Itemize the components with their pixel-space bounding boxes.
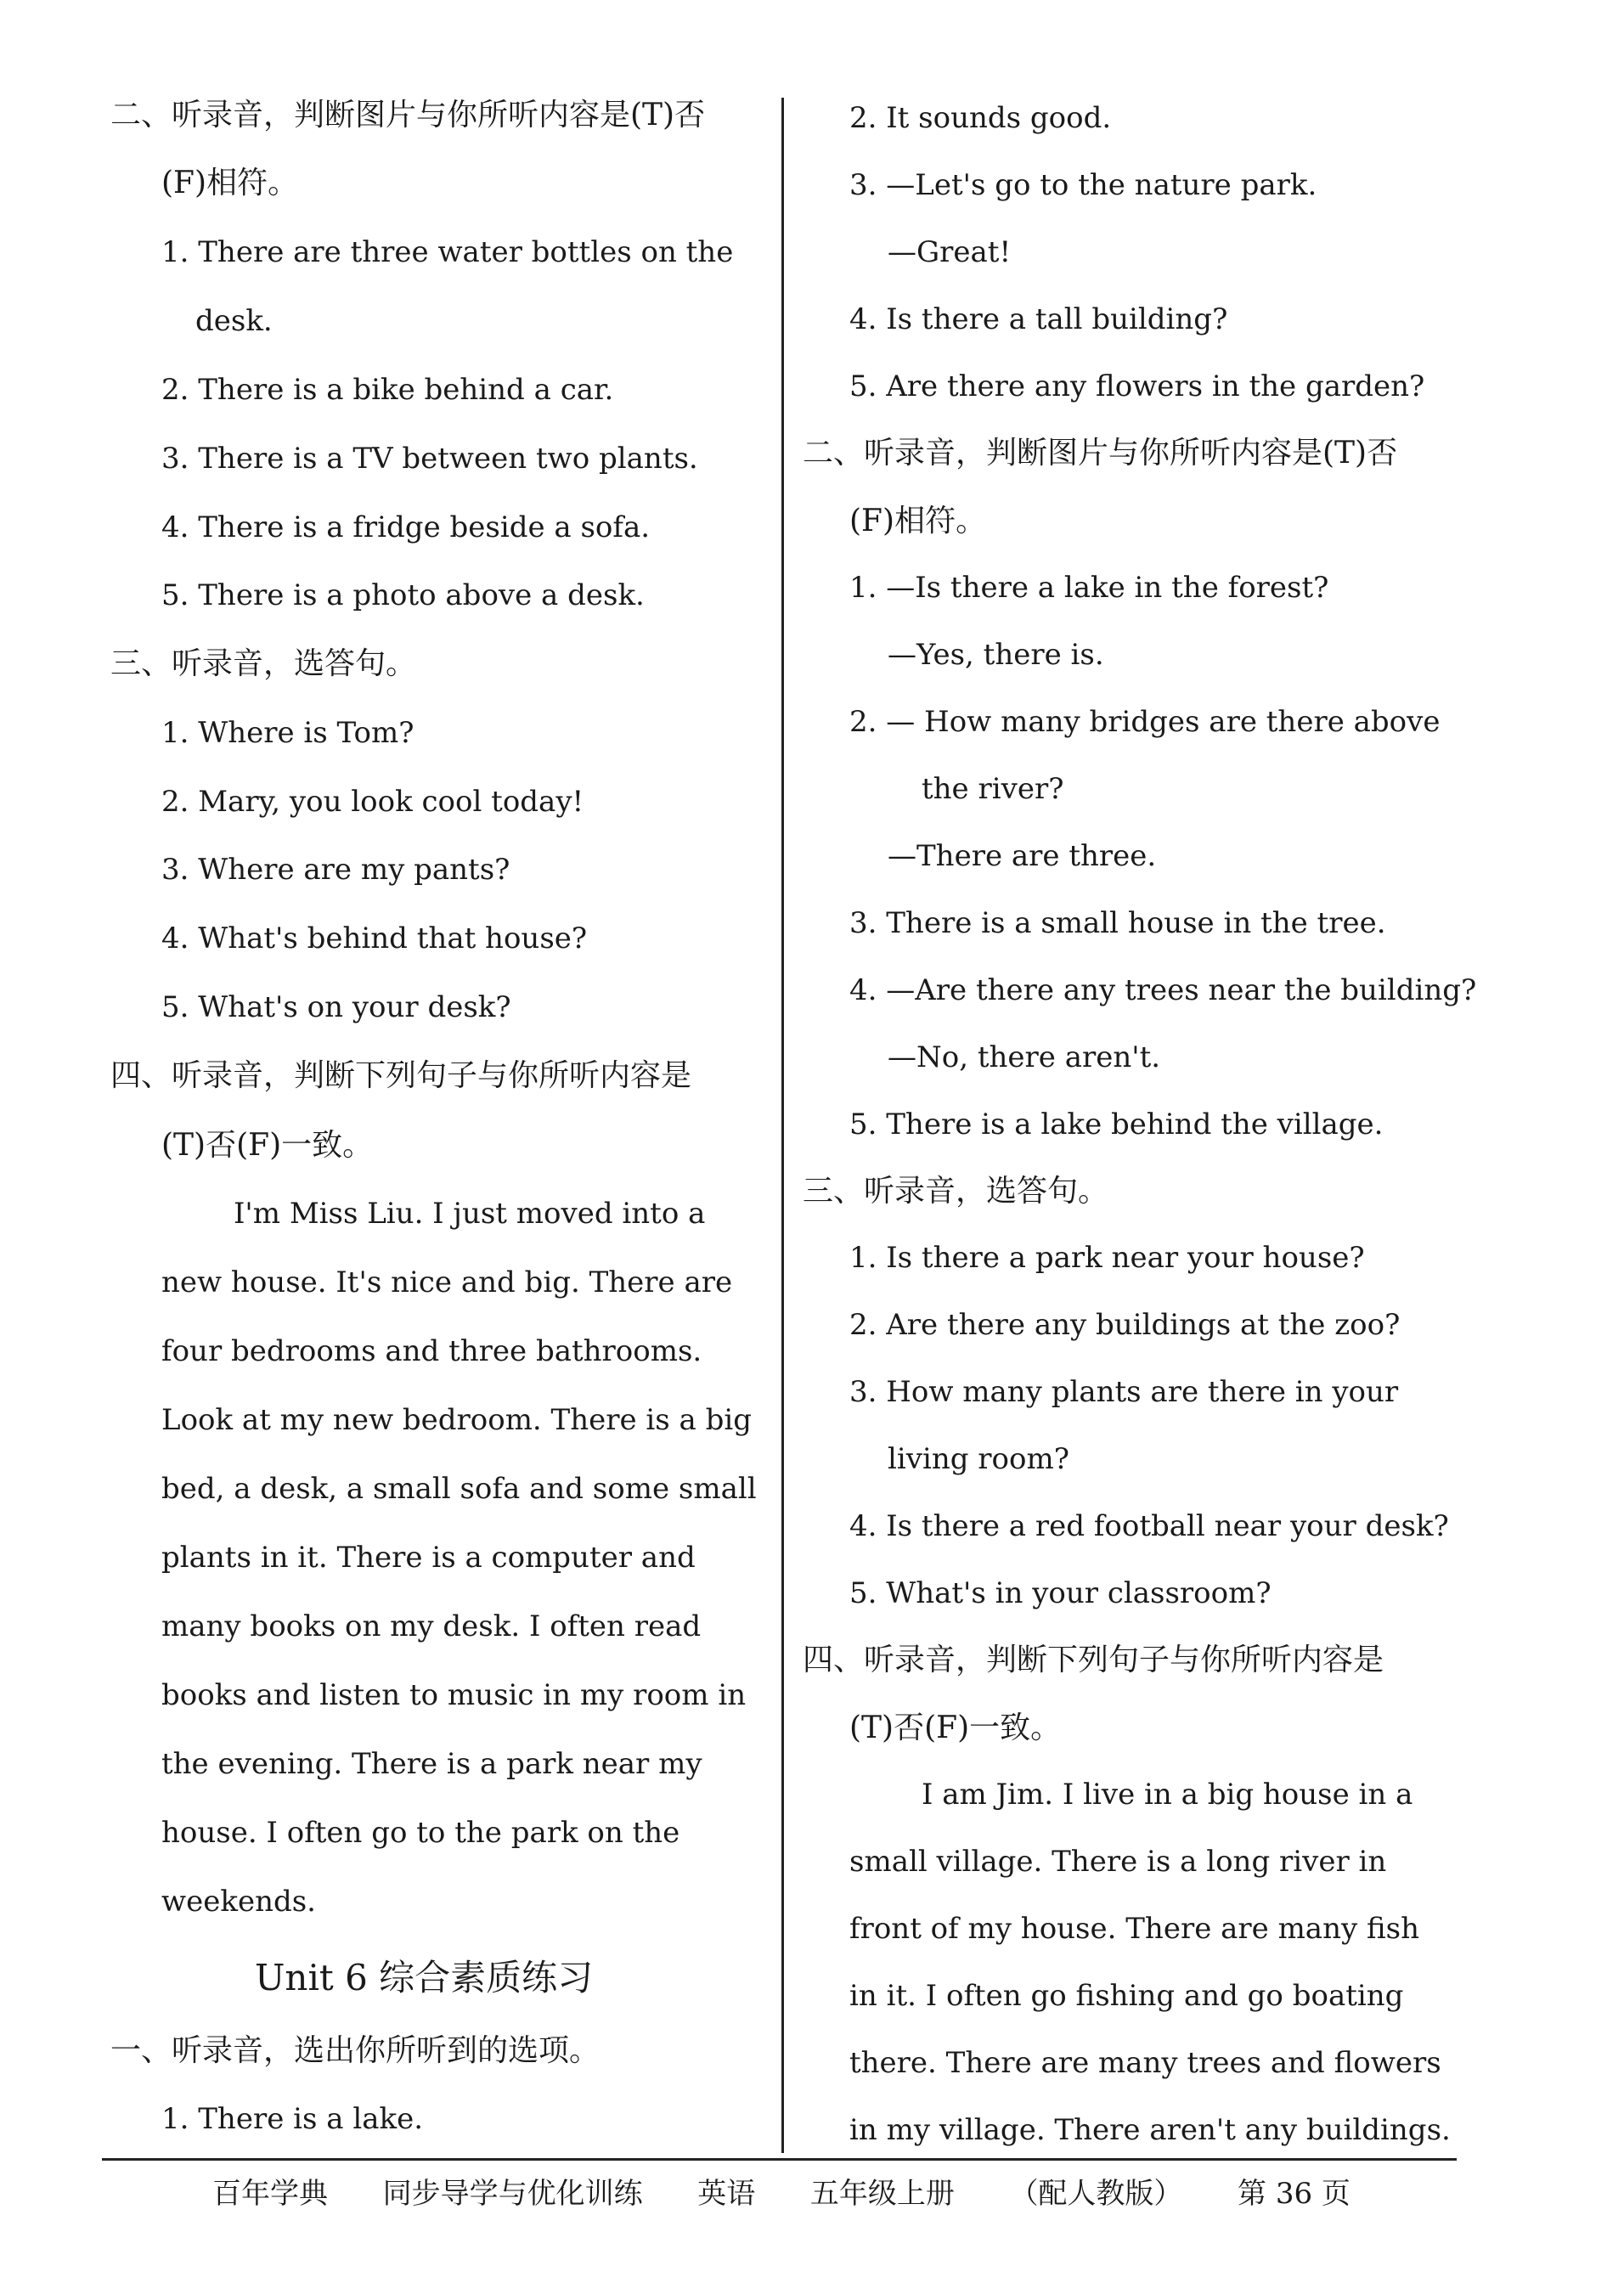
passage-line: in my village. There aren't any buildings. bbox=[849, 2113, 1451, 2147]
list-item: 4. There is a fridge beside a sofa. bbox=[161, 510, 651, 544]
right-sec4-heading: 四、听录音，判断下列句子与你所听内容是 bbox=[803, 1643, 1384, 1677]
list-item: 3. How many plants are there in your bbox=[849, 1375, 1399, 1409]
list-item: 1. There are three water bottles on the bbox=[161, 235, 734, 269]
footer-brand: 百年学典 bbox=[212, 2177, 328, 2211]
footer-rule bbox=[102, 2158, 1457, 2161]
passage-line: four bedrooms and three bathrooms. bbox=[161, 1334, 702, 1368]
passage-line: in it. I often go fishing and go boating bbox=[849, 1979, 1404, 2013]
page-number: 第 36 页 bbox=[1238, 2177, 1351, 2211]
passage-line: weekends. bbox=[161, 1885, 316, 1919]
right-sec3-heading: 三、听录音，选答句。 bbox=[803, 1174, 1109, 1209]
column-divider bbox=[781, 98, 784, 2153]
footer-series: 同步导学与优化训练 bbox=[382, 2177, 643, 2211]
passage-line: plants in it. There is a computer and bbox=[161, 1541, 696, 1575]
list-item: the river? bbox=[922, 772, 1064, 806]
unit-title: Unit 6 综合素质练习 bbox=[255, 1957, 594, 1998]
list-item: 3. There is a small house in the tree. bbox=[849, 906, 1386, 940]
passage-line: I'm Miss Liu. I just moved into a bbox=[234, 1197, 706, 1231]
list-item: 5. What's on your desk? bbox=[161, 990, 511, 1024]
passage-line: front of my house. There are many fish bbox=[849, 1912, 1420, 1946]
page-footer bbox=[212, 2170, 1351, 2212]
list-item: 2. There is a bike behind a car. bbox=[161, 373, 614, 407]
left-sec2-heading-cont: (F)相符。 bbox=[161, 166, 299, 200]
list-item: 1. Is there a park near your house? bbox=[849, 1241, 1365, 1275]
list-item: 5. What's in your classroom? bbox=[849, 1576, 1272, 1610]
passage-line: books and listen to music in my room in bbox=[161, 1678, 747, 1712]
list-item: —Great! bbox=[888, 235, 1012, 269]
left-sec4-heading-cont: (T)否(F)一致。 bbox=[161, 1128, 374, 1163]
list-item: 2. Are there any buildings at the zoo? bbox=[849, 1308, 1401, 1342]
list-item: 5. There is a photo above a desk. bbox=[161, 578, 645, 612]
list-item: —There are three. bbox=[888, 839, 1157, 873]
passage-line: new house. It's nice and big. There are bbox=[161, 1265, 733, 1299]
list-item: —Yes, there is. bbox=[888, 638, 1104, 672]
list-item: 3. Where are my pants? bbox=[161, 853, 510, 887]
list-item: 5. Are there any flowers in the garden? bbox=[849, 369, 1425, 403]
list-item: 4. What's behind that house? bbox=[161, 922, 588, 955]
passage-line: Look at my new bedroom. There is a big bbox=[161, 1403, 753, 1437]
list-item: 3. There is a TV between two plants. bbox=[161, 442, 698, 476]
list-item: 2. — How many bridges are there above bbox=[849, 705, 1441, 739]
passage-line: I am Jim. I live in a big house in a bbox=[922, 1778, 1413, 1812]
right-sec4-heading-cont: (T)否(F)一致。 bbox=[849, 1711, 1062, 1745]
list-item: 1. There is a lake. bbox=[161, 2102, 424, 2136]
passage-line: bed, a desk, a small sofa and some small bbox=[161, 1472, 757, 1506]
list-item: 4. Is there a tall building? bbox=[849, 302, 1228, 336]
list-item: 1. Where is Tom? bbox=[161, 716, 414, 750]
left-sec3-heading: 三、听录音，选答句。 bbox=[110, 646, 417, 681]
passage-line: many books on my desk. I often read bbox=[161, 1609, 702, 1643]
left-sec1-heading: 一、听录音，选出你所听到的选项。 bbox=[110, 2033, 601, 2068]
right-sec2-heading-cont: (F)相符。 bbox=[849, 504, 987, 538]
left-sec4-heading: 四、听录音，判断下列句子与你所听内容是 bbox=[110, 1058, 692, 1093]
list-item: desk. bbox=[195, 304, 273, 338]
list-item: 4. Is there a red football near your desk? bbox=[849, 1509, 1449, 1543]
list-item: 5. There is a lake behind the village. bbox=[849, 1108, 1384, 1141]
list-item: —No, there aren't. bbox=[888, 1040, 1161, 1074]
list-item: 4. —Are there any trees near the building? bbox=[849, 973, 1477, 1007]
left-sec2-heading: 二、听录音，判断图片与你所听内容是(T)否 bbox=[110, 98, 706, 132]
passage-line: small village. There is a long river in bbox=[849, 1845, 1387, 1879]
footer-edition: （配人教版） bbox=[1009, 2177, 1183, 2211]
passage-line: the evening. There is a park near my bbox=[161, 1747, 702, 1781]
footer-subject: 英语 bbox=[697, 2177, 756, 2211]
list-item: living room? bbox=[888, 1442, 1069, 1476]
footer-grade: 五年级上册 bbox=[809, 2177, 955, 2211]
right-sec2-heading: 二、听录音，判断图片与你所听内容是(T)否 bbox=[803, 436, 1398, 471]
list-item: 3. —Let's go to the nature park. bbox=[849, 168, 1317, 202]
passage-line: there. There are many trees and flowers bbox=[849, 2046, 1441, 2080]
passage-line: house. I often go to the park on the bbox=[161, 1816, 680, 1850]
list-item: 1. —Is there a lake in the forest? bbox=[849, 571, 1329, 605]
list-item: 2. It sounds good. bbox=[849, 101, 1112, 135]
list-item: 2. Mary, you look cool today! bbox=[161, 785, 584, 819]
